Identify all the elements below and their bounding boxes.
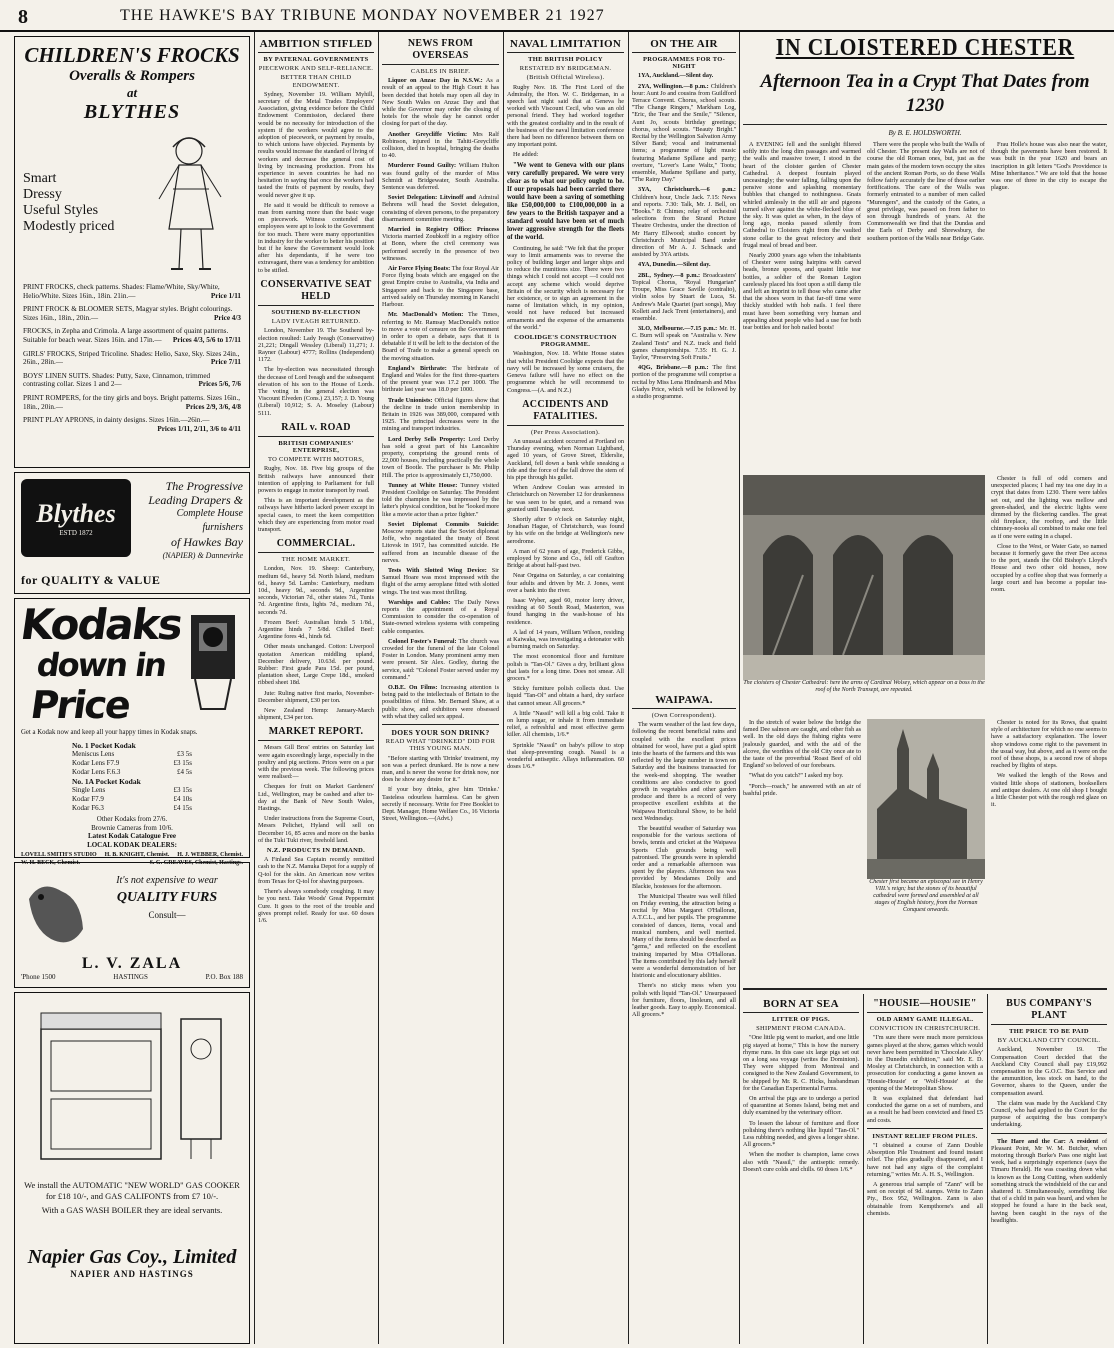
article-paragraph: of Pleasant Point, Mr W. M. Butcher, when motoring through Burke's Pass one night last week, had a surprisingly experience (says the Timaru Herald). He was coasting down what is known as the Long Cutting, when suddenly something struck the windshield of the car and shattered it. Simultaneously, something like that of a child in pain was heard, and when he stopped he found a hare in the back seat, having been caught in the rays of the headlights. bbox=[991, 1137, 1107, 1224]
article-paragraph: Frozen Beef: Australian hinds 5 1/8d., Argentine hinds 7 5/8d. Chilled Beef: Argentine fores 4d., hinds 6d. bbox=[258, 618, 374, 641]
kodak-dealer: W. H. BECK, Chemist. bbox=[21, 860, 80, 866]
brief-head: Soviet Delegation: Litvinoff and bbox=[388, 194, 476, 202]
subheading: SOUTHEND BY-ELECTION bbox=[271, 308, 361, 316]
article-paragraph: Jute: Ruling native first marks, November-December shipment, £30 per ton. bbox=[258, 689, 374, 704]
brief-head: Married in Registry Office: Princess bbox=[388, 226, 499, 234]
article-paragraph: London, Nov. 19. Sheep: Canterbury, medium 6d., heavy 5d. North Island, medium 6d., heavy 5d. Lambs: Canterbury, medium 10d., heavy 9d., seconds 9d., Argentine seconds, Victorian 7d., other states 7d., Tunis 7d. Argentine firsts, lights 7d., medium 7d., seconds 7d. bbox=[258, 565, 374, 616]
brief-text: As a result of an appeal to the High Court it has been decided that hotels may open all day in New South Wales on Anzac Day and that while the Governor may order the closing of hotels for the whole day he cannot order closing for part of the day. bbox=[382, 77, 499, 128]
kodak-dealer: LOVELL SMITH'S STUDIO bbox=[21, 852, 97, 858]
furs-box: P.O. Box 188 bbox=[205, 973, 243, 981]
article-paragraph: Continuing, he said: "We felt that the proper way to limit armaments was to reverse the policy of building larger and larger ships and to reduce the munitions size. There were two things which I could not accept —I could not accept any scheme which would deprive Britain of the security which is necessary for her existence, or to sign an agreement in the name of limitation which, in my opinion, would not have reduced but increased armaments and the expense of the armaments of the world." bbox=[507, 244, 624, 331]
article-paragraph: "One little pig went to market, and one little pig stayed at home," This is how the nursery rhyme runs. In this case six large pigs set out on a long sea voyage (writes the Dominion). They were shipped from Montreal and consigned to the New Zealand Government, to be shipped by Mr. R. C. Hicks, husbandman for the Canadian Experimental Farms. bbox=[743, 1034, 859, 1092]
headline: CONSERVATIVE SEAT HELD bbox=[258, 277, 374, 306]
subheading: BY AUCKLAND CITY COUNCIL. bbox=[997, 1037, 1101, 1045]
subheading: INSTANT RELIEF FROM PILES. bbox=[872, 1132, 978, 1140]
brief-head: Murderer Found Guilty: bbox=[388, 162, 457, 170]
article-paragraph: Shortly after 9 o'clock on Saturday night, Jonathan Hague, of Christchurch, was found by his wife on the bridge at Wellington's new aerodrome. bbox=[507, 515, 624, 545]
brief-text: Lord Derby has sold a great part of his Lancashire property, comprising the ground rents of 22,000 houses, including practically the whole town of Bootle. The purchaser is Mr. Philip Hill. The price is approximately £1,750,000. bbox=[382, 435, 499, 479]
column-rule bbox=[987, 994, 988, 1344]
article-paragraph: "I'm sure there were much more pernicious games played at the show, games which would never have been permitted in 'Chocolate Alley' in the Dunedin exhibition," said Mr. E. D. Mosley at Christchurch, in connection with a prosecution for conducting a game known as 'Housie-Housie' or 'Wolf-Housie' at the opening of the Metropolitan Show. bbox=[867, 1034, 983, 1092]
girl-illustration bbox=[121, 129, 241, 279]
article-paragraph: A EVENING fell and the sunlight filtered softly into the long dim passages and warmed the walls and massive tower, I stood in the heart of the cloister garden of Chester Cathedral. A deepest fountain played unceasingly; the water falling, falling upon the pensive stone and splashing momentary bubbles that changed to nothingness. Gnats whirled aimlessly in the still air and pigeons turned silver against the white-flecked blue of the sky. It was quiet as when, in the days of long ago, monks passed silently from Cathedral to Cloisters right from the vaulted stone cellar to the great refectory and their frugal meal of bread and beer. bbox=[743, 141, 861, 249]
article-paragraph: London, November 19. The Southend by-election resulted: Lady Iveagh (Conservative) 21,221; Dingall Wessley (Liberal) 11,271; J. Rayner (Labour) 4777; Rollins (Independent) 1172. bbox=[258, 327, 374, 364]
article-paragraph: He said it would be difficult to remove a man from earning more than the basic wage on piecework. Witness contended that employees were apt to look to the Government for too much. There were many opportunities in industry for the worker to better his position but if he knew the Government would look after his dependants, if he were too extravagant, there was a tendency for ambition to be stifled. bbox=[258, 201, 374, 274]
subheading: BY PATERNAL GOVERNMENTS bbox=[263, 56, 369, 63]
kodak-headline: Price bbox=[27, 683, 133, 727]
gas-ad-text: With a GAS WASH BOILER they are ideal servants. bbox=[41, 1205, 223, 1215]
article-paragraph: The most economical floor and furniture polish is "Tan-Ol." Gives a dry, brilliant gloss that lasts for a long time. Does not smear. All grocers.* bbox=[507, 653, 624, 682]
subheading: COOLIDGE'S CONSTRUCTION PROGRAMME. bbox=[514, 334, 617, 349]
column-4 bbox=[507, 34, 624, 1344]
article-paragraph: The Municipal Theatre was well filled on Friday evening, the attraction being a recital by Miss Margaret O'Halloran, A.T.C.L., and her pupils. The programme consisted of dances, items, vocal and musical numbers, and well merited. Many of the items should be described as ''gems,'' and reflected on the excellent training imparted by Miss O'Halloran. The items contributed by this lady herself were a wonderful demonstration of her histrionic and elocutionary abilities. bbox=[632, 892, 736, 980]
station-text: Broadcasters' Topical Chorus, ''Royal Hungarian'' Troupe, Miss Grace Saville (contralto), violin solos by Stuart de Luca, St. Andrew's Male Quartet (part songs), May Kollett and Jack Trent (entertainers), and ensemble. bbox=[632, 271, 736, 322]
article-paragraph: He added: bbox=[513, 151, 539, 159]
feature-title: IN CLOISTERED CHESTER bbox=[775, 35, 1075, 61]
kodak-dealer: H. B. KNIGHT, Chemist. bbox=[104, 852, 170, 858]
section-rule bbox=[743, 988, 1107, 990]
blythes-ad bbox=[14, 472, 250, 594]
article-paragraph: The warm weather of the last few days, following the recent beneficial rains and coupled with the excellent prices obtained for wool, have put a glad spirit into the hearts of the farmers and this was reflected by the large number in town on Saturday and the business transacted for the week-end shopping. The weather conditions are also conducive to good growth in vegetables and other garden produce and there is a record of very prospective excellent exhibits at the Waipawa Horticultural Show, to be held next Wednesday. bbox=[632, 721, 736, 822]
furs-town: HASTINGS bbox=[113, 973, 148, 981]
photo-caption: The cloisters of Chester Cathedral: here the arms of Cardinal Wolsey, which appear on a boss in the roof of the North Transept, are repeated. bbox=[743, 680, 985, 693]
article-paragraph: Sticky furniture polish collects dust. Use liquid "Tan-Ol" and obtain a hard, dry surface that cannot smear. All grocers.* bbox=[507, 685, 624, 707]
gas-cooker-illustration bbox=[21, 999, 241, 1169]
ad-tagline: Dressy bbox=[23, 187, 62, 202]
brief-head: Lord Derby Sells Property: bbox=[388, 435, 466, 443]
article-paragraph: An unusual accident occurred at Portland on Thursday evening, when Norman Lightband, aged 10 years, of Grove Street, Elderslie, Auckland, fell down a bank while sneaking a ride and the force of the fall drove the stem of his pipe through his gullet. bbox=[507, 437, 624, 481]
brief-head: The Hare and the Car: A resident bbox=[997, 1137, 1099, 1145]
article-paragraph: Close to the West, or Water Gate, so named because it formerly gave the river Dee access to the port, stands the Old Bishop's Lloyd's House and two other old houses, now occupied by a coffee shop that was formerly a large court and has become a popular tea-room. bbox=[991, 542, 1107, 594]
brief-text: The church was crowded for the funeral of the late Colonel Foster in London. Many prominent army men were present. Sir Alex. Godley, during the service, said: ''Colonel Foster served under my command.'' bbox=[382, 637, 500, 681]
ad-tagline: Useful Styles bbox=[23, 203, 99, 218]
childrens-frocks-ad bbox=[14, 36, 250, 468]
article-paragraph: New Zealand Hemp: January-March shipment, £34 per ton. bbox=[258, 707, 374, 722]
furs-line: QUALITY FURS bbox=[116, 890, 218, 905]
brief-head: Mr. MacDonald's Motion: bbox=[388, 311, 464, 319]
frock-price: Prices 2/9, 3/6, 4/8 bbox=[185, 402, 241, 411]
subheading: CABLES IN BRIEF. bbox=[410, 68, 471, 75]
article-paragraph: Messrs Gill Bros' entries on Saturday last were again exceedingly large, especially in the poultry and pig sections. Prices were on a par with the previous week. The following prices were realised:— bbox=[258, 744, 374, 781]
ad-at: at bbox=[126, 85, 138, 100]
article-paragraph: Washington, Nov. 18. White House states that whilst President Coolidge expects that the navy will be increased by some cruisers, the Geneva failure will have no effect on the programme which he will recommend to Congress.—(A. and N.Z.) bbox=[507, 350, 624, 394]
frock-item: PRINT FROCKS, check patterns. Shades: Flame/White, Sky/White, Helio/White. Sizes 16in., 18in. 21in.— bbox=[23, 283, 220, 300]
subheading: THE BRITISH POLICY bbox=[528, 56, 603, 63]
article-paragraph: Auckland, November 19. The Compensation Court decided that the Auckland City Council shall pay £19,992 compensation to the G.O.C. Bus Service and the ammunition, less stock on hand, to the Governor, shares to the Queen, under the compensation award. bbox=[991, 1046, 1107, 1097]
brief-text: William Hulton was found guilty of the murder of Miss Schmidt at Bridgewater, South Australia. Sentence was deferred. bbox=[382, 162, 499, 192]
furs-line: Consult— bbox=[148, 910, 186, 920]
frock-price: Price 1/11 bbox=[210, 291, 241, 300]
frock-price: Prices 5/6, 7/6 bbox=[198, 380, 241, 389]
newspaper-title: THE HAWKE'S BAY TRIBUNE MONDAY NOVEMBER 21 1927 bbox=[120, 7, 605, 24]
brief-text: Official figures show that the decline in trade union membership in Britain in 1926 was 389,000, compared with 1925. The principal decreases were in the mining and transport industries. bbox=[382, 396, 500, 433]
article-quote: "We went to Geneva with our plans very carefully prepared. We were very clear as to what our policy ought to be. If our proposals had been carried there would have been a saving of something like £50,000,000 to £100,000,000 in a few years to the British taxpayer and a standard would have been set of much lower aggressive strength for the fleets of the world. bbox=[507, 161, 624, 241]
article-paragraph: We walked the length of the Rows and visited little shops of stationers, booksellers and antique dealers. At one old shop I bought a little Chester pot with the rough red glaze on it. bbox=[991, 772, 1107, 809]
frock-price: Prices 1/11, 2/11, 3/6 to 4/11 bbox=[157, 424, 241, 433]
subheading: CONVICTION IN CHRISTCHURCH. bbox=[869, 1025, 981, 1033]
waipawa-article bbox=[632, 690, 736, 1019]
article-paragraph: In the stretch of water below the bridge the famed Dee salmon are caught, and other fish as well. In the old days the fishing rights were jealously guarded, and with the aid of the alcove, the worthies of the old City once ate to the taste of the proverbial 'Roast Beef of old England' so beloved of our forebears. bbox=[743, 719, 861, 770]
feature-byline: By B. E. HOLDSWORTH. bbox=[888, 129, 962, 137]
brief-text: Moscow reports state that the Soviet diplomat Joffe, who negotiated the treaty of Brest Litovsk in 1917, has committed suicide. He suffered from an incurable disease of the nerves. bbox=[382, 527, 499, 564]
headline: BUS COMPANY'S PLANT bbox=[991, 996, 1107, 1025]
headline: WAIPAWA. bbox=[632, 692, 736, 709]
brief-head: Another Greycliffe Victim: bbox=[388, 130, 468, 138]
gas-towns: NAPIER AND HASTINGS bbox=[70, 1268, 194, 1279]
brief-head: Air Force Flying Boats: bbox=[388, 265, 451, 273]
blythes-line: Leading Drapers & bbox=[148, 493, 243, 507]
frock-item: PRINT FROCK & BLOOMER SETS, Magyar styles. Bright colourings. Sizes 16in., 18in., 20in.— bbox=[23, 305, 233, 322]
brief-text: The Daily News reports the appointment of a Royal Commission to consider the co-operation of State-owned wireless systems with competing cable companies. bbox=[382, 598, 499, 635]
blythes-line: of Hawkes Bay bbox=[171, 535, 243, 549]
station-head: 2BL, Sydney.—8 p.m.: bbox=[638, 271, 701, 279]
column-2 bbox=[258, 34, 374, 1344]
subheading: SHIPMENT FROM CANADA. bbox=[756, 1025, 846, 1033]
blythes-line: The Progressive bbox=[165, 479, 243, 493]
masthead bbox=[0, 0, 1114, 32]
subheading: THE PRICE TO BE PAID bbox=[1009, 1028, 1089, 1035]
brief-head: Tests With Slotted Wing Device: bbox=[388, 567, 487, 574]
subheading: THE HOME MARKET. bbox=[281, 556, 351, 564]
article-paragraph: It was explained that defendant had conducted the game on a set of numbers, and as a result he had been convicted and fined £5 and costs. bbox=[867, 1095, 983, 1124]
ad-brand: BLYTHES bbox=[83, 101, 181, 123]
furs-line: It's not expensive to wear bbox=[116, 875, 218, 886]
gas-ad-text: We install the AUTOMATIC "NEW WORLD" GAS COOKER for £18 10/-, and GAS CALIFONTS from £7 10/-. bbox=[24, 1180, 240, 1201]
subheading: OLD ARMY GAME ILLEGAL. bbox=[876, 1016, 974, 1023]
subheading: (Own Correspondent). bbox=[651, 712, 717, 719]
kodak-model: No. 1A Pocket Kodak bbox=[72, 777, 141, 786]
blythes-line: Complete House furnishers bbox=[176, 508, 243, 533]
article-paragraph: There were the people who built the Walls of old Chester. The present day Walls are not of course the old Roman ones, but, just as the main gates of the modern town occupy the sites of the ancient Roman Ports, so do these Walls follow fairly accurately the line of those earlier fortifications. The care of the Walls was formerly entrusted to a number of men called ''Murengers'', and the custody of the Gates, a great privilege, was passed on from father to son through hundreds of years. At the Commonwealth we find that the Dundas and the Earls of Derby and Shrewsbury, the southern portion of the Walls near Bridge Gate. bbox=[867, 141, 985, 242]
cloisters-photo bbox=[743, 475, 985, 680]
article-paragraph: Rugby Nov. 18. The First Lord of the Admiralty, the Hon. W. C. Bridgeman, in a speech last night said that at Geneva he worked with Viscount Cecil, who was an old personal friend. They had worked together with the greatest cordiality and in the result of the business of the naval limitation conference there had been no difference between them on any important point. bbox=[507, 83, 624, 149]
feature-subtitle: Afternoon Tea in a Crypt That Dates from 1230 bbox=[743, 70, 1107, 125]
station-text: The first portion of the programme will comprise a recital by Miss Lena Hindmarsh and Miss Gladys Price, which will be followed by a studio programme. bbox=[632, 364, 736, 400]
article-paragraph: The claim was made by the Auckland City Council, who had applied to the Court for the purpose of acquiring the bus company's undertaking. bbox=[991, 1099, 1107, 1129]
ad-tagline: Modestly priced bbox=[23, 219, 115, 234]
blythes-motto: for QUALITY & VALUE bbox=[21, 573, 161, 587]
brief-head: O.B.E. On Films: bbox=[388, 684, 438, 692]
frock-price: Prices 4/3, 5/6 to 17/11 bbox=[172, 335, 241, 344]
station-head: 4YA, Dunedin.—Silent day. bbox=[638, 261, 711, 269]
headline: "HOUSIE—HOUSIE" bbox=[867, 996, 983, 1013]
bus-company-article bbox=[991, 994, 1107, 1344]
subheading: READ WHAT "DRINKED" DID FOR THIS YOUNG MAN. bbox=[385, 738, 496, 753]
subheading: (Per Press Association). bbox=[530, 428, 601, 436]
article-paragraph: This is an important development as the railways have hitherto lacked power except in special cases, to meet the keen competition which they are experiencing from motor road transport. bbox=[258, 497, 374, 533]
blythes-logo: Blythes ESTD 1872 bbox=[21, 479, 131, 557]
brief-text: The Times, referring to Mr. Ramsay MacDonald's notice to move a vote of censure on the Government in order to open a debate, says that it is debatable if it will be left to the decision of the Board of Trade to make a general speech on the moving situation. bbox=[382, 311, 500, 362]
headline: COMMERCIAL. bbox=[258, 536, 374, 553]
subheading: BETTER THAN CHILD ENDOWMENT. bbox=[280, 74, 352, 89]
article-paragraph: To lessen the labour of furniture and floor polishing there's nothing like liquid "Tan-Ol." Less rubbing needed, and gives a longer shine. All grocers.* bbox=[743, 1119, 859, 1149]
brief-head: Warships and Cables: bbox=[388, 598, 451, 606]
subheading: BRITISH COMPANIES' ENTERPRISE, bbox=[278, 439, 354, 454]
brief-text: Sir Samuel Hoare was most impressed with the flight of the army aeroplane fitted with slotted wings. The test was most thrilling. bbox=[382, 567, 500, 596]
brief-head: Trade Unionists: bbox=[388, 396, 433, 404]
column-rule bbox=[739, 32, 740, 1344]
kodak-headline: Kodaks bbox=[17, 600, 185, 649]
cathedral-photo bbox=[867, 719, 985, 879]
frock-item: PRINT ROMPERS, for the tiny girls and boys. Bright patterns. Sizes 16in., 18in., 20in.— bbox=[23, 393, 241, 411]
brief-text: The birthrate of England and Wales for the first three-quarters of the present year was 17.2 per 1000. The birthrate last year was 18.0 per 1000. bbox=[382, 364, 500, 394]
column-5 bbox=[632, 34, 736, 1344]
headline: ACCIDENTS AND FATALITIES. bbox=[507, 397, 624, 426]
article-paragraph: When the mother is champion, lame cows also with "Nassil," the antiseptic remedy. Doesn't cure colds and chills. 60 doses 1/6.* bbox=[743, 1151, 859, 1173]
subheading: TO COMPETE WITH MOTORS, bbox=[267, 456, 365, 464]
brief-text: Increasing attention is being paid to the intellectuals of Britain to the possibilities of films. Mr. Bernard Shaw, at a public show, and exhibitors were obsessed with what they called sex appeal. bbox=[382, 684, 499, 720]
born-at-sea-article bbox=[743, 994, 859, 1344]
article-paragraph: A lad of 14 years, William Wilson, residing at Kaiwaka, was investigating a detonator with a burning match on Saturday. bbox=[507, 628, 624, 651]
frock-item: BOYS' LINEN SUITS. Shades: Putty, Saxe, Cinnamon, trimmed contrasting collar. Sizes 1 and 2— bbox=[23, 371, 211, 389]
article-paragraph: Chester is full of odd corners and unexpected places; I had my tea one day in a crypt that dates from 1230. There were tables set out, and the lighting was mellow and green-shaded, and the electric lights were dimmed by the flickering candles. The great old fireplace, the rooftop, and the little chimney-nooks all combined to make one feel as if one were eating in a chapel. bbox=[991, 475, 1107, 540]
kodak-dealer: S. G. GREAVES, Chemist, Hastings. bbox=[149, 860, 243, 866]
frock-price: Price 7/11 bbox=[210, 358, 241, 367]
subheading: (British Official Wireless). bbox=[526, 74, 605, 82]
brief-text: Mrs Ralf Robinson, injured in the Tahiti-Greycliffe collision, died in hospital, bringing the deaths to 40. bbox=[382, 130, 499, 160]
camera-icon bbox=[181, 605, 243, 715]
station-head: 3YA, Christchurch.—6 p.m.: bbox=[638, 186, 736, 194]
chester-feature bbox=[743, 34, 1107, 984]
article-paragraph: A little "Nassil" will kill a big cold. Take it on lump sugar, or inhale it from immediate relief, a refreshful and most effective germ killer. All chemists, 1/6.* bbox=[507, 709, 624, 739]
station-head: 3LO, Melbourne.—7.15 p.m.: bbox=[638, 325, 718, 333]
brief-head: England's Birthrate: bbox=[388, 364, 447, 372]
brief-head: Soviet Diplomat Commits Suicide: bbox=[388, 520, 499, 528]
brief-text: The four Royal Air Force flying boats which are engaged on the great Empire cruise to Australia, via India and Singapore and back to the Singapore base, arrived safely on Thursday morning in Karachi Harbour. bbox=[382, 265, 500, 309]
subheading: LITTER OF PIGS. bbox=[772, 1016, 830, 1023]
frock-item: PRINT PLAY APRONS, in dainty designs. Sizes 16in.—26in.— bbox=[23, 416, 210, 425]
kodak-brownies: Brownie Cameras from 10/6. bbox=[91, 823, 173, 832]
gas-ad bbox=[14, 992, 250, 1344]
brief-text: Victoria married Zoubkoff in a registry office at Bonn, where the civil ceremony was performed secretly in the presence of two witnesses. bbox=[382, 233, 499, 262]
headline: BORN AT SEA bbox=[743, 996, 859, 1013]
brief-text: Tunney visited President Coolidge on Saturday. The President told the champion he was impressed by the latter's physical condition, but he ''looked more like a movie actor than a prize fighter.'' bbox=[382, 481, 500, 518]
article-paragraph: Other meats unchanged. Cotton: Liverpool quotation American middling upland, December delivery, 10.63d. per pound. Rubber: First grade Para 15d. per pound, plantation sheet, Large Crepe 18d., smoked ribbed sheet 18d. bbox=[258, 643, 374, 687]
kodak-dealers-heading: LOCAL KODAK DEALERS: bbox=[87, 840, 177, 849]
frock-item: GIRLS' FROCKS, Striped Tricoline. Shades: Helio, Saxe, Sky. Sizes 24in., 26in., 28in.— bbox=[23, 349, 240, 367]
subheading: DOES YOUR SON DRINK? bbox=[391, 728, 490, 738]
fox-fur-icon bbox=[21, 869, 91, 955]
brief-head: Liquor on Anzac Day in N.S.W.: bbox=[388, 77, 483, 85]
article-paragraph: Sydney, November 19. William Myhill, secretary of the Metal Trades Employers' Association, giving evidence before the Child Endowment Commission, declared there would be no necessity for introduction of the system if the workers would agree to the adoption of piecework, or payment by results, to which unions have objected. Payments by results would increase the standard of living of workers and decrease the general cost of living by increasing production. From his experience in seven countries he had no hesitation in saying that once the workers had tasted the fruits of payment by results, they would never give it up. bbox=[258, 90, 374, 199]
subheading: RESTATED BY BRIDGEMAN. bbox=[519, 65, 612, 73]
subheading: LADY IVEAGH RETURNED. bbox=[271, 318, 361, 326]
article-paragraph: "I obtained a course of Zann Double Absorption Pile Treatment and found instant relief. The piles gradually disappeared, and I have not had any signs of the complaint returning," writes Mr. A. H. S., Wellington. bbox=[867, 1142, 983, 1178]
frock-price: Price 4/3 bbox=[214, 313, 241, 322]
article-paragraph: "Before starting with 'Drinke' treatment, my son was a perfect drunkard. He is now a new man, and is never the worse for drink now, nor does he show any desire for it." bbox=[382, 754, 499, 784]
article-paragraph: ''What do you catch?'' I asked my boy. bbox=[749, 772, 844, 780]
brief-text: Admiral Behrens will head the Soviet delegation, consisting of eleven persons, to the preparatory disarmament committee meeting. bbox=[382, 194, 500, 223]
article-paragraph: Sprinkle "Nassil" on baby's pillow to stop that sleep-preventing cough. Nassil is a wonderful antiseptic. Allays inflammation. 60 doses 1/6.* bbox=[507, 741, 624, 771]
furs-phone: 'Phone 1500 bbox=[21, 973, 56, 981]
brief-head: Colonel Foster's Funeral: bbox=[388, 637, 457, 645]
article-paragraph: Chester is noted for its Rows, that quaint style of architecture for which no one seems to have a satisfactory explanation. The lower shop windows come right to the pavement in the usual way, but above, and as it were on the roof of these shops, is a second row of shops reached by flights of steps. bbox=[991, 719, 1107, 770]
station-head: 1YA, Auckland.—Silent day. bbox=[638, 72, 714, 80]
frock-item: FROCKS, in Zepha and Crimola. A large assortment of quaint patterns. Suitable for beach wear. Sizes 16in. and 17in.— bbox=[23, 327, 229, 344]
kodak-catalogue: Latest Kodak Catalogue Free bbox=[88, 832, 176, 840]
article-paragraph: The by-election was necessitated through the decease of Lord Iveagh and the subsequent elevation of his son to the House of Lords. The voting in the general election was Viscount Elveden (Cons.) 23,157; J. D. Young (Liberal) 10,912; S. A. Moseley (Labour) 5111. bbox=[258, 366, 374, 417]
station-head: 2YA, Wellington.—8 p.m.: bbox=[638, 82, 709, 90]
ad-title: CHILDREN'S FROCKS bbox=[24, 43, 240, 67]
article-paragraph: On arrival the pigs are to undergo a period of quarantine at Somes Island, being met and duly examined by the veterinary officer. bbox=[743, 1095, 859, 1117]
article-paragraph: The beautiful weather of Saturday was responsible for the various sections of bowls, tennis and cricket at the Waipawa Sports Club grounds being well patronised. The grounds were in splendid order and a remarkable afternoon was spent by the players. Afternoon tea was provided by Mesdames Dolly and Blackie, hostesses for the afternoon. bbox=[632, 825, 736, 890]
blythes-line: (NAPIER) & Dannevirke bbox=[162, 551, 243, 560]
gas-company: Napier Gas Coy., Limited bbox=[27, 1245, 237, 1268]
kodak-other: Other Kodaks from 27/6. bbox=[96, 815, 168, 823]
subheading: PIECEWORK AND SELF-RELIANCE. bbox=[258, 65, 374, 73]
kodak-intro: Get a Kodak now and keep all your happy times in Kodak snaps. bbox=[21, 729, 198, 736]
headline: ON THE AIR bbox=[632, 36, 736, 53]
kodak-ad: Kodaks down in Price Get a Kodak now and keep all your happy times in Kodak snaps. No. 1 Pocket Kodak Meniscus Lens £3 5s Kodar Lens F7.9 £3 15s Kodar Lens F.6.3 £4 5s No. 1A Pocket Kodak Single Lens £3 15s Kodar F7.9 £4 10s Kodar F6.3 £4 15s Other Kodaks from 27/6. Brownie Cameras from 10/6. Latest Kodak Catalogue Free LOCAL KODAK DEALERS: LOVELL SMITH'S STUDIO H. B. KNIGHT, Chemist. H. J. WEBBER, Chemist. W. H. BECK, Chemist. S. G. GREAVES, Chemist, Hastings. bbox=[14, 598, 250, 858]
column-rule bbox=[863, 994, 864, 1344]
kodak-dealer: H. J. WEBBER, Chemist. bbox=[177, 852, 243, 858]
article-paragraph: There's no sticky mess when you polish with liquid "Tan-Ol." Unsurpassed for furniture, floors, linoleum, and all leather goods. Easy to apply. Economical. All grocers.* bbox=[632, 982, 736, 1019]
headline: MARKET REPORT. bbox=[258, 724, 374, 741]
ad-tagline: Smart bbox=[23, 171, 57, 186]
article-paragraph: Rugby, Nov. 18. Five big groups of the British railways have announced their intention of applying to Parliament for full powers to engage in motor transport by road. bbox=[258, 465, 374, 494]
station-text: Mr. H. C. Burn will speak on ''Australia v. New Zealand Tests'' and N.Z. track and field games championships. 7.35: H. G. J. Taylor, ''Preserving Soft Fruits.'' bbox=[632, 325, 736, 361]
furs-name: L. V. ZALA bbox=[81, 955, 183, 972]
article-paragraph: If your boy drinks, give him 'Drinke.' Tasteless odourless harmless. Can be given secretly if necessary. Write for Free Booklet to Dept. Manager, Home Welfare Co., 16 Victoria Street, Wellington.—(Advt.) bbox=[382, 786, 499, 823]
article-paragraph: Under instructions from the Supreme Court, Messrs Pelichet, Hyland will sell on December 16, 85 acres and more on the banks of the Tuki Tuki river, freehold land. bbox=[258, 815, 374, 844]
housie-article bbox=[867, 994, 983, 1344]
subheading: PROGRAMMES FOR TO-NIGHT bbox=[642, 56, 726, 71]
kodak-headline: down in bbox=[34, 646, 168, 684]
article-paragraph: Isaac Wyber, aged 60, motor lorry driver, residing at 60 South Road, Masterton, was found hanging in the wash-house of his residence. bbox=[507, 596, 624, 626]
furs-ad bbox=[14, 862, 250, 988]
article-paragraph: Cheques for fruit on Market Gardeners' Ltd., Wellington, may be cashed and after to-day at the Bank of New South Wales, Hastings. bbox=[258, 783, 374, 813]
station-text: Children's hour: Aunt Jo and cousins from Guildford Terrace Convent. Chorus, school scouts. ''The Change Ringers,'' Markham Log, ''Eric, the Tear and the Smile,'' ''Silence, Aunt Jo, scouts birthday greetings; chorus, school scouts. ''Beauty Bright.'' Recital by the Wellington Salvation Army Silver Band; vocal and instrumental items; a programme of light music featuring Madame Spillane and party; overture, ''Lover's Lane Waltz,'' Toots; ensemble, Madame Spillane and party, ''The Rainy Day.'' bbox=[632, 82, 736, 184]
kodak-model: No. 1 Pocket Kodak bbox=[72, 741, 136, 750]
subheading: N.Z. PRODUCTS IN DEMAND. bbox=[266, 847, 366, 855]
column-rule bbox=[503, 32, 504, 1344]
ad-subtitle: Overalls & Rompers bbox=[69, 68, 195, 84]
column-rule bbox=[254, 32, 255, 1344]
column-rule bbox=[378, 32, 379, 1344]
headline: NEWS FROM OVERSEAS bbox=[382, 36, 499, 65]
article-paragraph: There's always somebody coughing. It may be you next. Take Woods' Great Peppermint Cure. It goes to the root of the trouble and gives prompt relief. Ready for use. 60 doses 1/6. bbox=[258, 888, 374, 924]
article-paragraph: When Andrew Coulan was arrested in Christchurch on November 12 for drunkenness he was seen to be quiet, and a remand was granted until Tuesday next. bbox=[507, 484, 624, 513]
article-paragraph: Near Orgatna on Saturday, a car containing four adults and driven by Mr. J. Jones, went over a bank into the river. bbox=[507, 572, 624, 594]
headline: NAVAL LIMITATION bbox=[507, 36, 624, 53]
headline: AMBITION STIFLED bbox=[258, 36, 374, 53]
brief-head: Tunney at White House: bbox=[388, 481, 458, 489]
article-paragraph: ''Porch—roach,'' he answered with an air of bashful pride. bbox=[743, 782, 861, 797]
article-paragraph: A Finland Sea Captain recently remitted cash to the N.Z. Manuka Depot for a supply of Q-tol for the skin. An American now writes from Texas for Q-tol for shaving purposes. bbox=[258, 856, 374, 885]
column-rule bbox=[628, 32, 629, 1344]
photo-caption: Chester first became an episcopal see in Henry VIII.'s reign; but the stones of its beautiful cathedral were formed and assembled at all stages of English history, from the Norman Conquest onwards. bbox=[869, 879, 983, 913]
station-head: 4QG, Brisbane.—8 p.m.: bbox=[638, 364, 709, 372]
article-paragraph: A man of 62 years of age, Frederick Gibbs, employed by Stone and Co., fell off Grafton Bridge at about half-past two. bbox=[507, 547, 624, 570]
column-3 bbox=[382, 34, 499, 1344]
article-paragraph: Nearly 2000 years ago when the inhabitants of Chester were using hairpins with carved heads, bronze spoons, and quaint little tear bottles, a soldier of the Roman Legion carelessly placed his foot upon a still damp tile and left an imprint to tell those who came after that the shoes worn in that far-off time were thickly studded with hob nails. I feel there must have been something very human and appealing about people who had a use for both tear bottles and for hob nailed boots! bbox=[743, 252, 861, 332]
headline: RAIL v. ROAD bbox=[258, 420, 374, 437]
station-text: Children's hour, Uncle Jack. 7.15: News and reports. 7.30: Talk, Mr. J. Bell, on ''Books.'' 8: Chimes; relay of orchestral selections from the Strand Picture Theatre Orchestra, under the direction of Mr Harry Ellwood; studio concert by Christchurch Municipal Band under direction of Mr A. J. Schnack and assisted by 3YA artists. bbox=[632, 193, 736, 259]
article-paragraph: Frau Holle's house was also near the water, though the pavements have been restored. It was built in the year 1620 and bears an inscription in gilt letters ''God's Providence is Mine Inheritance.'' We are told that the house was one of three in the city to escape the plague. bbox=[991, 141, 1107, 192]
article-paragraph: A generous trial sample of "Zann" will be sent on receipt of 9d. stamps. Write to Zann Pty., Box 952, Wellington. Zann is also obtainable from Kempthorne's and all chemists. bbox=[867, 1181, 983, 1217]
page-number: 8 bbox=[18, 6, 28, 28]
